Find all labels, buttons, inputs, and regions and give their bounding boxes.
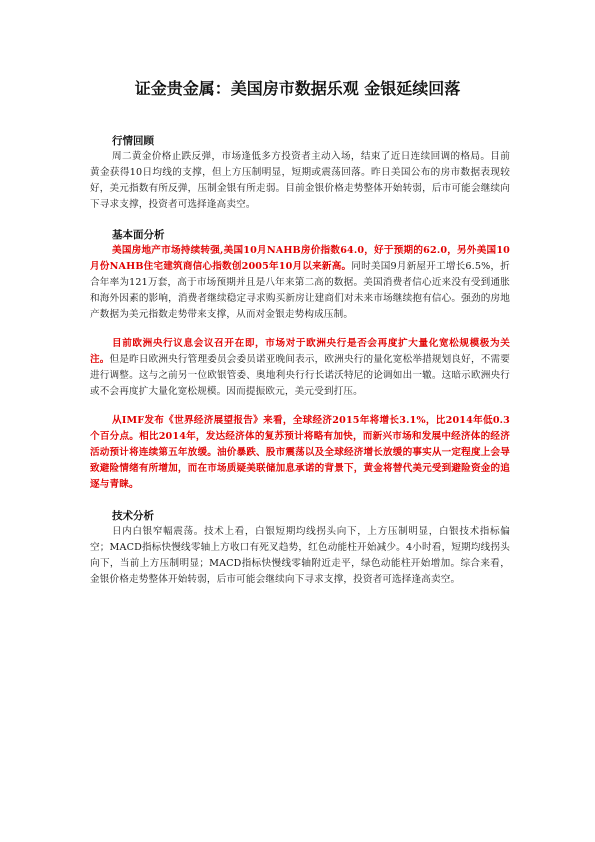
fundamentals-p3-highlight: 从IMF发布《世界经济展望报告》来看，全球经济2015年将增长3.1%，比2014年低0.3个百分点。相比2014年，发达经济体的复苏预计将略有加快，而新兴市场和发展中经济体的经济活动预计将连续第五年放缓。油价暴跌、股市震荡以及全球经济增长放缓的事实从一定程度上会导致避险情绪有所增加，而在市场质疑美联储加息承诺的背景下，黄金将替代美元受到避险资金的追逐与青睐。 xyxy=(90,415,510,490)
fundamentals-paragraph-1 xyxy=(90,243,510,323)
market-review-paragraph: 周二黄金价格止跌反弹，市场逢低多方投资者主动入场，结束了近日连续回调的格局。目前黄金获得10日均线的支撑，但上方压制明显，短期或震荡回落。昨日美国公布的房市数据表现较好，美元指数有所反弹，压制金银有所走弱。目前金银价格走势整体开始转弱，后市可能会继续向下寻求支撑，投资者可选择逢高卖空。 xyxy=(90,151,510,210)
fundamentals-p1-highlight: 美国房地产市场持续转强,美国10月NAHB房价指数64.0，好于预期的62.0，另外美国10月份NAHB住宅建筑商信心指数创2005年10月以来新高。 xyxy=(90,245,510,272)
section-technical xyxy=(90,508,510,588)
fundamentals-paragraph-3 xyxy=(90,413,510,493)
section-fundamentals xyxy=(90,227,510,493)
technical-paragraph: 日内白银窄幅震荡。技术上看，白银短期均线拐头向下，上方压制明显，白银技术指标偏空；MACD指标快慢线零轴上方收口有死叉趋势，红色动能柱开始减少。4小时看，短期均线拐头向下，当前上方压制明显；MACD指标快慢线零轴附近走平，绿色动能柱开始增加。综合来看，金银价格走势整体开始转弱，后市可能会继续向下寻求支撑，投资者可选择逢高卖空。 xyxy=(90,526,510,585)
fundamentals-heading: 基本面分析 xyxy=(112,229,165,241)
page-title: 证金贵金属：美国房市数据乐观 金银延续回落 xyxy=(134,79,461,98)
section-market-review xyxy=(90,133,510,213)
fundamentals-p2-text: 但是昨日欧洲央行管理委员会委员诺亚晚间表示，欧洲央行的量化宽松举措规划良好，不需要进行调整。这与之前另一位欧银管委、奥地利央行行长诺沃特尼的论调如出一辙。这暗示欧洲央行或不会再度扩大量化宽松规模。因而提振欧元，美元受到打压。 xyxy=(90,354,510,397)
fundamentals-p2-highlight: 目前欧洲央行议息会议召开在即，市场对于欧洲央行是否会再度扩大量化宽松规模极为关注。 xyxy=(90,338,510,365)
technical-heading: 技术分析 xyxy=(112,510,154,522)
fundamentals-paragraph-2 xyxy=(90,336,510,400)
fundamentals-p1-text: 同时美国9月新屋开工增长6.5%，折合年率为121万套，高于市场预期并且是八年来第二高的数据。美国消费者信心近来没有受到通胀和海外因素的影响，消费者继续稳定寻求购买新房让建商们对未来市场继续抱有信心。强劲的房地产数据为美元指数走势带来支撑，从而对金银走势构成压制。 xyxy=(90,261,510,320)
market-review-heading: 行情回顾 xyxy=(112,135,154,147)
document-body xyxy=(90,133,510,588)
